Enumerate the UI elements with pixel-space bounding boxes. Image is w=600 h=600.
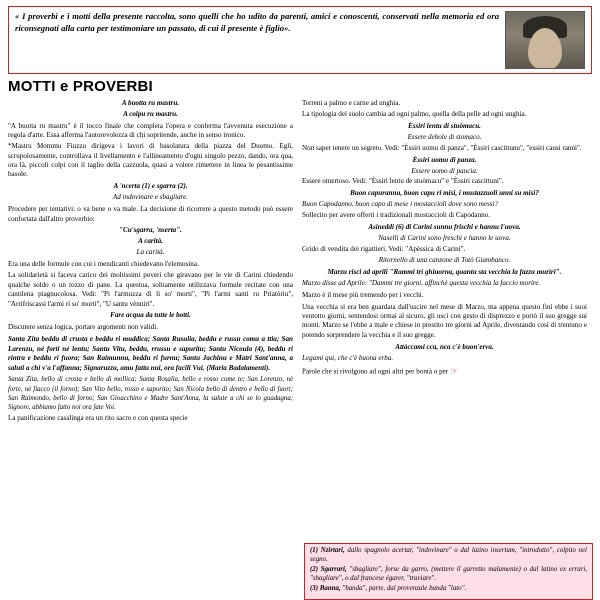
left-column [8,99,293,425]
footnote-text: "sbagliare", forse da garro, (mettere il garretto malamente) o dal latino ex errari, "sbagliare", o dal francese égarer, "traviare". [310,566,587,583]
paragraph: Naselli di Carini sono freschi e hanno le uova. [378,234,511,243]
paragraph: "A buotta ru mastru" è il tocco finale che completa l'opera e conferma l'avvenuta esecuzione a regola d'arte. Essa afferma l'autorevolezza di chi sopritende, anche in senso ironico. [8,121,293,140]
paragraph: Marzu risci ad aprili "Rammi trì ghiuorna, quantu sta vecchia la fazzu murìri". [327,267,562,276]
paragraph: Ritornello di una canzone di Totò Giambanco. [378,255,511,264]
page-title: MOTTI e PROVERBI [8,78,153,95]
paragraph: Fare acqua da tutte le botti. [110,311,191,320]
paragraph: Èssiri uomu di panza. [412,155,477,164]
paragraph: Marzo disse ad Aprile: "Dammi tre giorni, affinchè questa vecchia la faccio morire. [302,278,541,287]
paragraph: *Mastru Mommu Fiuzzu dirigeva i lavori di basolatura della piazza del Duomo. Egli, scrupolosamente, controllava il livellamento e l'allineamento d'ogni singolo pezzo, dando, ora qua, ora là, piccoli colpi con il taglio della cazzuola, quasi a volere rimettere in linea le pesantissime basole. [8,142,293,179]
paragraph: Essere omertoso. Vedi: "Èssiri lentu de stuòmacu" e "Èssiri cascittuni". [302,177,504,186]
paragraph: Èssiri lentu di stuòmacu. [408,121,481,130]
footnote-term: Nzirtari, [320,547,345,555]
author-portrait-image [505,11,585,69]
paragraph: A colpu ru mastru. [123,109,178,118]
paragraph: Essere uomo di pancia. [411,166,478,175]
epigraph-box [8,6,592,74]
paragraph: Attàccami cca, nca c'è buon'erva. [395,342,494,351]
paragraph: Non saper tenere un segreto. Vedi: "Èssiri uomu di panza", "Èssiri cascittunu", "essiri causi rannì". [302,143,582,152]
footnote-text: dallo spagnolo acertar, "indovinare" o dal latino insertum, "introdotto", colpito nel segno. [310,547,587,564]
paragraph: Buon capurannu, buon capu ri misi, i mustazzuoli unni su misi? [350,189,539,198]
paragraph: Terreni a palmo e carne ad unghia. [302,99,401,107]
paragraph: Procedere per tentativi: o va bene o va male. La decisione di ricorrere a questo metodo può essere confortata dall'altro proverbio: [8,205,293,223]
paragraph: Grido di vendita dei rigattieri. Vedi: "Apèssica di Carini". [302,244,466,253]
paragraph: Discutere senza logica, portare argomenti non validi. [8,323,158,332]
paragraph: Ad indovinare e sbagliare. [112,193,189,202]
footnote-term: Banna, [319,585,341,593]
footnote-number: (3) [310,585,319,593]
paragraph: A buotta ru mastru. [121,99,180,107]
epigraph-text: « I proverbi e i motti della presente raccolta, sono quelli che ho udito da parenti, amici e conoscenti, conservati nella memoria ed ora riconsegnati alla carta per testimoniare un passato, di cui il presente è figlio». [15,11,499,33]
footnotes-box [304,543,593,600]
paragraph: La tipologia del suolo cambia ad ogni palmo, quella della pelle ad ogni unghia. [302,109,527,118]
paragraph: La panificazione casalinga era un rito sacro e con questa specie [8,414,188,423]
paragraph: La solidarietà si faceva carico dei moltissimi poveri che giravano per le vie di Carini chiedendo qualche soldo o un tozzo di pane. La questua, solitamente utilizzava formule recitate con una cantilena piagnucolosa. Vedi: "Pi l'armuzza di li so' morti", "Pi l'armi santi ru Priatòriu", "Arrifriscassi l'armi ri so' morti", "U santu vènniri". [8,271,293,308]
footnote-item [310,547,587,565]
footnote-number: (1) [310,547,319,555]
paragraph [302,366,587,378]
right-column [302,99,587,425]
paragraph: La carità. [136,248,165,257]
paragraph: "Cu'sgarra, 'nserta". [119,225,182,234]
footnote-item [310,566,587,584]
paragraph: Sollecito per avere offerti i tradizionali mostaccioli di Capodanno. [302,211,490,220]
paragraph: Asineddi (6) di Carini sunnu frischi e hannu l'uova. [368,223,521,232]
paragraph: Una vecchia si era ben guardata dall'uscire nel mese di Marzo, ma appena questo finì ebbe i suoi ventotto giorni, sentendosi ormai al sicuro, gli uscì con gesto di disprezzo e portò il suo gregge sui monti. Marzo se l'ebbe a male e chiese in prestito tre giorni ad Aprile, diventando così di trentuno e potendo sorprendere la vecchia e il suo gregge. [302,302,587,339]
footnote-term: Sgarrari, [320,566,347,574]
footnote-text: "banda", parte, dal provenzale banda "lato". [342,585,467,593]
two-column-body [8,99,592,425]
paragraph: Santa Zita beddu di crusta e beddu ri muddica; Santa Rusulia, beddu e russu comu a ttia; San Larenzu, né forti né lentu; Santu Vitu, beddu, rrussu e sapuritu; Santu Nicoula (4), beddu ri rintra e beddu ri fuora; San Raimunnu, beddu ri furnu; Santu Jachinu e Matri Sant'anna, a saluti a chi v'a l'affanna; Signaruzzu, amu fattu nui, ora facili Vui. (Maria Badalamenti). [8,335,293,372]
paragraph: Santa Zita, bello di crosta e bello di mollica; Santa Rosalia, bello e rosso come te; San Lorenzo, nè forte, nè fiacco (il forno); San Vito bello, rosso e saporito; San Nicola bello di dentro e bello di fuori; San Raimondo, bello di forno; San Gioacchino e Madre Sant'Anna, la salute a chi se lo guadagna; Signore, abbiamo fatto noi ora fate Voi. [8,376,293,411]
footnote-number: (2) [310,566,319,574]
paragraph: Essere debole di stomaco. [407,132,482,141]
paragraph: Buon Capodanno, buon capo di mese i mostaccioli dove sono messi? [302,200,499,209]
footnote-item [310,585,587,594]
paragraph: A 'ncerta (1) e sgarra (2). [113,182,188,191]
paragraph-text: Parole che si rivolgono ad ogni altri per bontà o per [302,367,449,376]
paragraph: Legami qui, che c'è buona erba. [302,353,394,362]
pointing-hand-icon: ☞ [449,365,459,376]
paragraph: Era una delle formule con cui i mendicanti chiedevano l'elemosina. [8,260,199,269]
paragraph: A carità. [138,237,163,246]
paragraph: Marzo è il mese più tremendo per i vecchi. [302,290,424,299]
